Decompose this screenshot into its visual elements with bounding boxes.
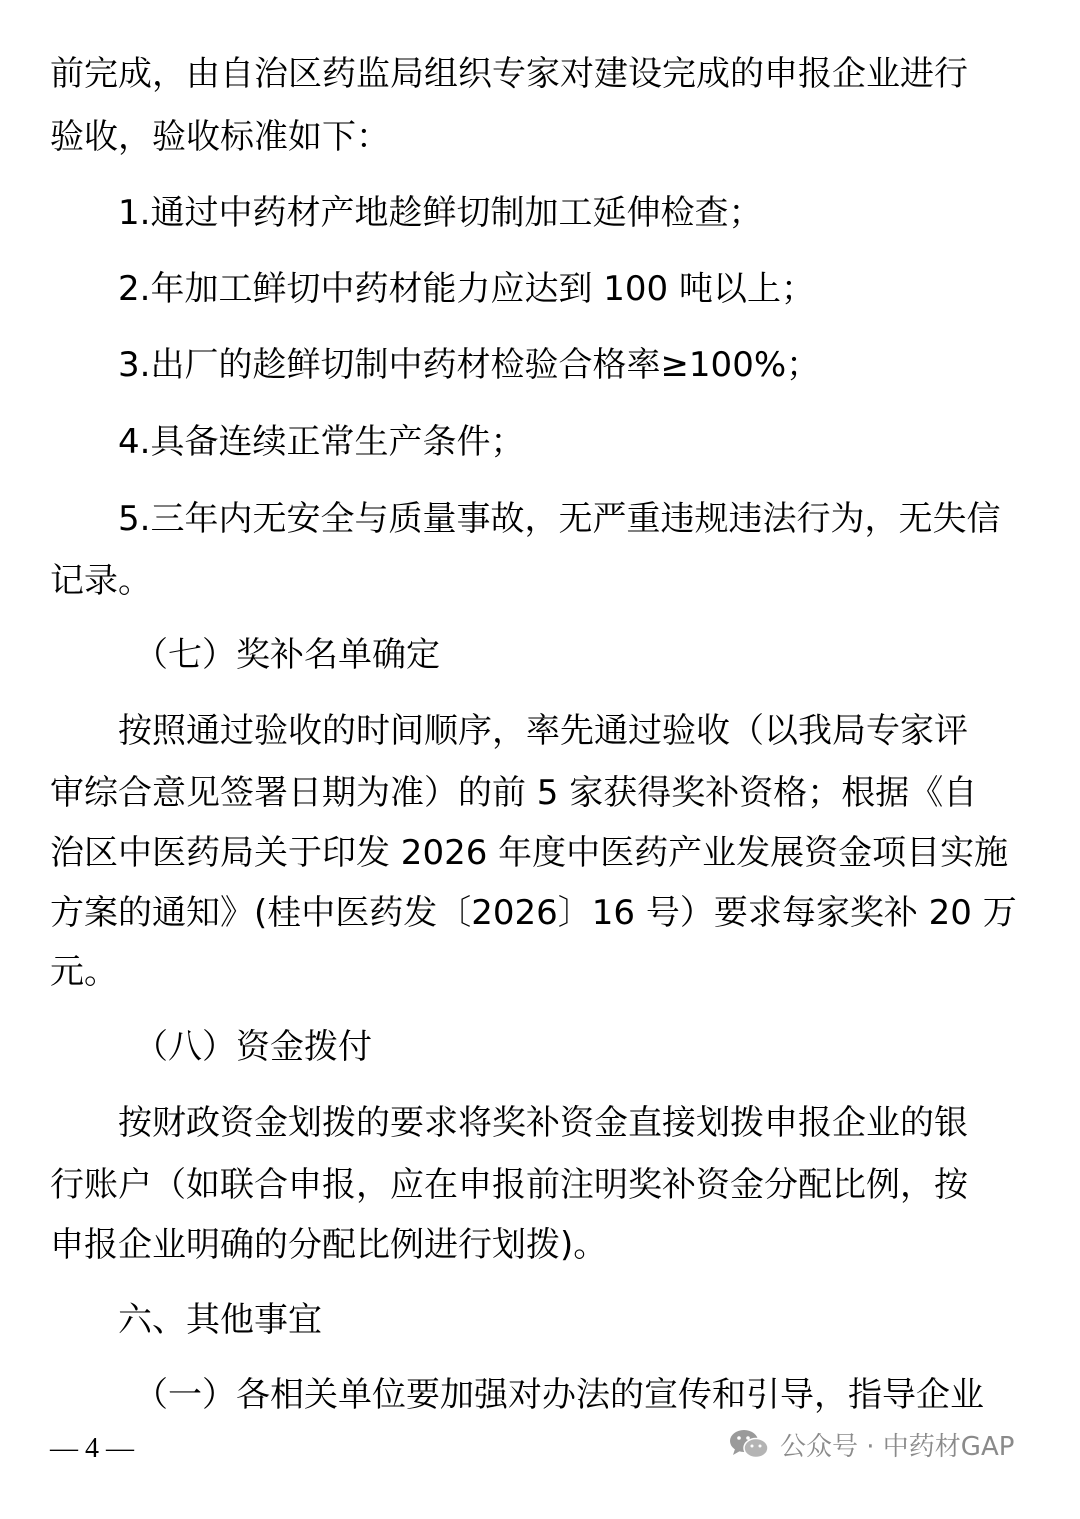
watermark-text: 公众号 · 中药材GAP bbox=[780, 1431, 1015, 1462]
text-line: 前完成，由自治区药监局组织专家对建设完成的申报企业进行 bbox=[50, 54, 968, 94]
text-line: 申报企业明确的分配比例进行划拨)。 bbox=[50, 1225, 608, 1265]
section-heading: 六、其他事宜 bbox=[118, 1300, 322, 1340]
list-item: 1.通过中药材产地趁鲜切制加工延伸检查； bbox=[118, 193, 763, 233]
text-line: 按财政资金划拨的要求将奖补资金直接划拨申报企业的银 bbox=[118, 1103, 968, 1143]
text-line: 治区中医药局关于印发 2026 年度中医药产业发展资金项目实施 bbox=[50, 833, 1009, 873]
text-line: 记录。 bbox=[50, 561, 152, 601]
list-item: 2.年加工鲜切中药材能力应达到 100 吨以上； bbox=[118, 269, 815, 309]
list-item: 5.三年内无安全与质量事故，无严重违规违法行为，无失信 bbox=[118, 499, 1001, 539]
text-line: 方案的通知》(桂中医药发〔2026〕16 号）要求每家奖补 20 万 bbox=[50, 893, 1017, 933]
text-line: 审综合意见签署日期为准）的前 5 家获得奖补资格；根据《自 bbox=[50, 773, 978, 813]
list-item: 3.出厂的趁鲜切制中药材检验合格率≥100%； bbox=[118, 345, 821, 385]
text-line: （一）各相关单位要加强对办法的宣传和引导，指导企业 bbox=[134, 1375, 984, 1415]
page-number: — 4 — bbox=[50, 1433, 134, 1464]
text-line: 验收，验收标准如下： bbox=[50, 117, 390, 157]
text-line: 按照通过验收的时间顺序，率先通过验收（以我局专家评 bbox=[118, 711, 968, 751]
list-item: 4.具备连续正常生产条件； bbox=[118, 422, 525, 462]
watermark bbox=[728, 1424, 1014, 1464]
section-heading: （七）奖补名单确定 bbox=[134, 635, 440, 675]
section-heading: （八）资金拨付 bbox=[134, 1027, 372, 1067]
text-line: 元。 bbox=[50, 952, 118, 992]
text-line: 行账户（如联合申报，应在申报前注明奖补资金分配比例，按 bbox=[50, 1165, 968, 1205]
wechat-icon bbox=[728, 1427, 770, 1461]
